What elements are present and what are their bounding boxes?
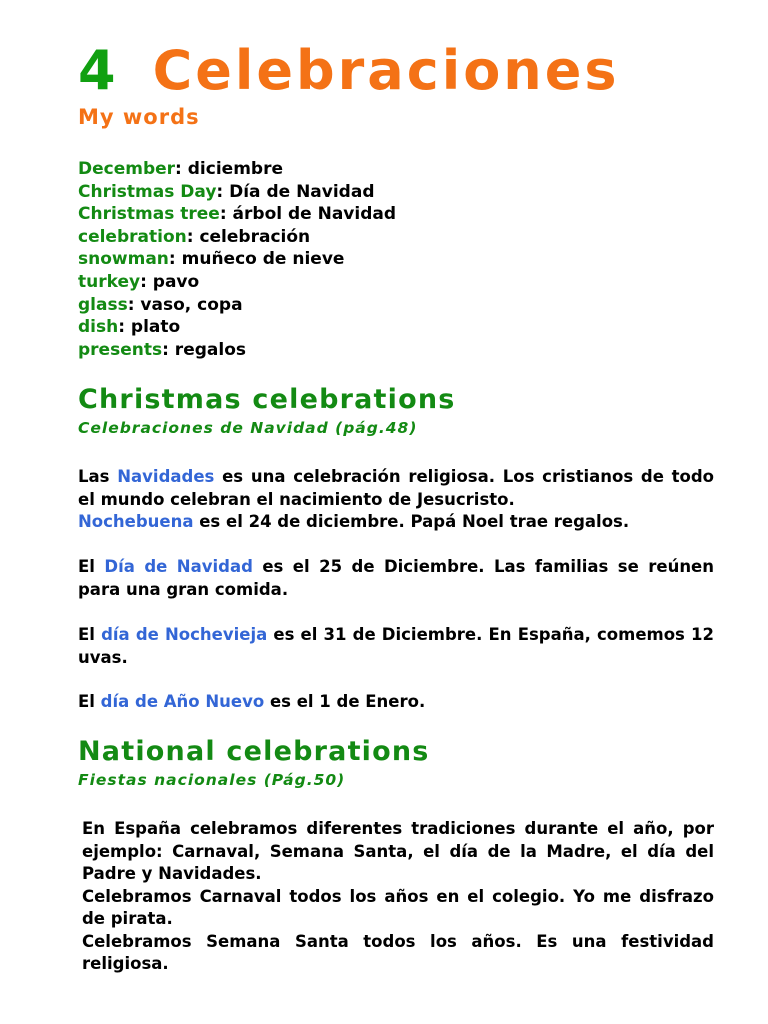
vocab-es: : pavo — [140, 271, 200, 292]
vocab-es: : diciembre — [175, 159, 283, 179]
text-run: El — [78, 625, 102, 644]
christmas-reference: Celebraciones de Navidad (pág.48) — [78, 419, 418, 437]
vocab-es: : plato — [118, 317, 181, 338]
christmas-paragraph-4 — [78, 691, 714, 714]
vocab-en: turkey — [78, 271, 141, 292]
national-heading: National celebrations — [78, 736, 430, 767]
vocab-es: : Día de Navidad — [216, 181, 375, 202]
national-reference: Fiestas nacionales (Pág.50) — [78, 771, 346, 789]
vocab-item — [78, 248, 396, 271]
national-paragraph-1: En España celebramos diferentes tradiciones durante el año, por ejemplo: Carnaval, Semana Santa, el día de la Madre, el día del Padre y Navidades. — [82, 819, 714, 883]
vocab-en: presents — [78, 339, 163, 360]
text-run: es una celebración religiosa. Los cristianos de todo el mundo celebran el nacimiento de Jesucristo. — [78, 467, 714, 509]
vocabulary-list — [78, 158, 396, 361]
text-run: es el 24 de diciembre. Papá Noel trae regalos. — [193, 512, 630, 531]
vocab-en: celebration — [78, 226, 187, 247]
christmas-heading: Christmas celebrations — [78, 384, 456, 415]
christmas-paragraph-1 — [78, 466, 714, 534]
national-text-block — [82, 818, 714, 976]
christmas-paragraph-3 — [78, 624, 714, 669]
highlight-term: día de Año Nuevo — [100, 692, 265, 711]
highlight-term: día de Nochevieja — [101, 625, 268, 644]
my-words-subtitle: My words — [78, 105, 200, 129]
vocab-es: : regalos — [162, 339, 246, 360]
vocab-es: : muñeco de nieve — [168, 249, 345, 270]
vocab-item — [78, 271, 396, 294]
vocab-es: : vaso, copa — [127, 294, 243, 315]
vocab-item — [78, 181, 396, 204]
highlight-term: Nochebuena — [78, 512, 194, 531]
unit-title: Celebraciones — [152, 39, 620, 102]
vocab-item — [78, 226, 396, 249]
page-title — [78, 38, 620, 104]
vocab-en: dish — [78, 317, 119, 338]
vocab-en: glass — [78, 294, 128, 315]
text-run: es el 1 de Enero. — [264, 692, 426, 711]
vocab-es: : árbol de Navidad — [219, 204, 397, 225]
vocab-en: December — [78, 159, 176, 179]
national-paragraph-2: Celebramos Carnaval todos los años en el colegio. Yo me disfrazo de pirata. — [82, 886, 714, 928]
highlight-term: Día de Navidad — [104, 557, 253, 576]
vocab-es: : celebración — [186, 226, 311, 247]
text-run: es el 31 de Diciembre. En España, comemos 12 uvas. — [78, 625, 714, 667]
christmas-paragraph-2 — [78, 556, 714, 601]
text-run: es el 25 de Diciembre. Las familias se reúnen para una gran comida. — [78, 557, 714, 599]
vocab-item — [78, 158, 396, 181]
vocab-en: snowman — [78, 249, 169, 270]
national-paragraph-3: Celebramos Semana Santa todos los años. Es una festividad religiosa. — [82, 931, 714, 973]
vocab-item — [78, 339, 396, 362]
vocab-item — [78, 316, 396, 339]
text-run: El — [78, 692, 101, 711]
vocab-item — [78, 294, 396, 317]
vocab-en: Christmas Day — [78, 181, 217, 202]
unit-number: 4 — [78, 39, 119, 102]
vocab-en: Christmas tree — [78, 204, 220, 225]
vocab-item — [78, 203, 396, 226]
text-run: Las — [78, 467, 118, 486]
text-run: El — [78, 557, 105, 576]
highlight-term: Navidades — [117, 467, 215, 486]
